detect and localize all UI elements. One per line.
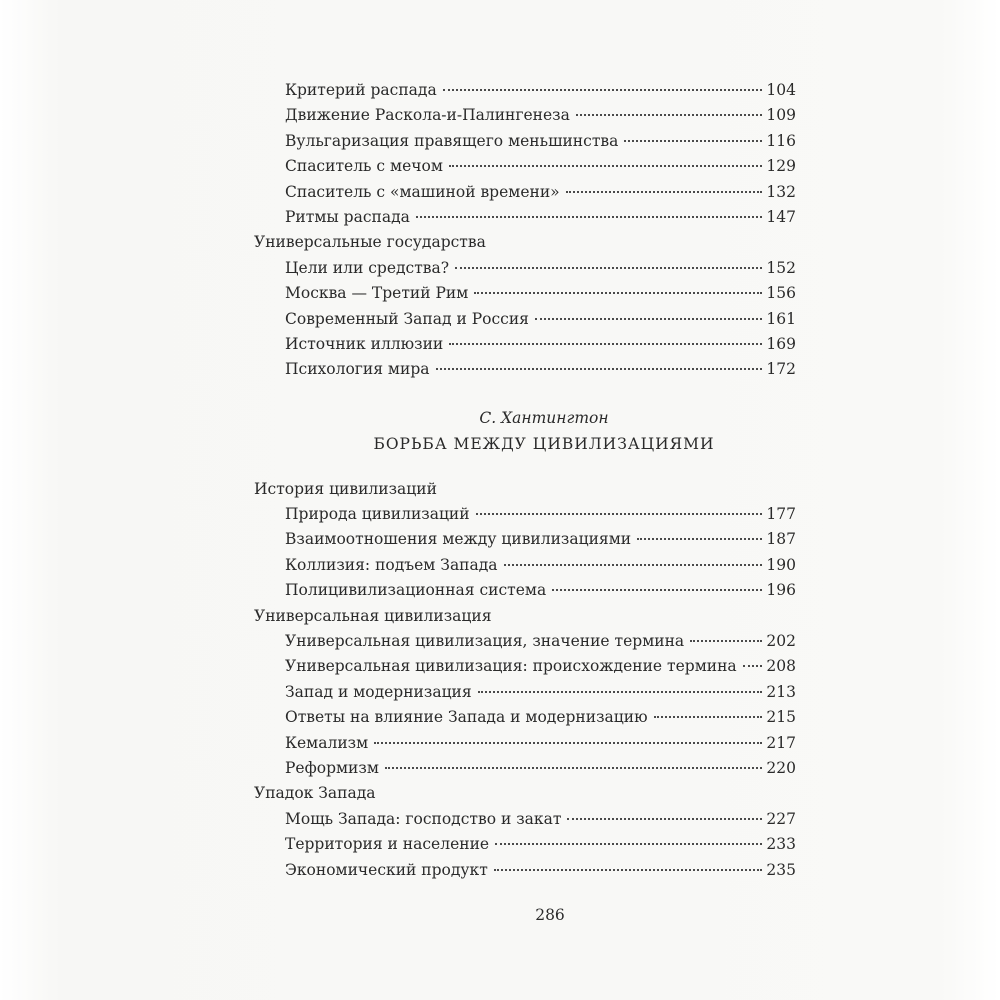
toc-entry-title: Экономический продукт [285,860,488,879]
toc-entry-title: Спаситель с «машиной времени» [285,182,560,201]
toc-entry-page: 235 [766,860,796,879]
toc-entry-page: 147 [766,207,796,226]
toc-entry [254,756,796,781]
dot-leader [567,818,762,820]
dot-leader [494,869,763,871]
toc-entry [254,129,796,154]
toc-top-list [254,78,796,383]
toc-entry-title: Полицивилизационная система [285,581,547,600]
toc-entry [254,78,796,103]
toc-entry-title: Спаситель с мечом [285,157,443,176]
dot-leader [504,564,763,566]
toc-entry-title: Ответы на влияние Запада и модернизацию [285,708,648,727]
toc-entry-page: 132 [766,182,796,201]
toc-entry [254,332,796,357]
toc-entry [254,154,796,179]
dot-leader [436,368,763,370]
toc-entry [254,180,796,205]
toc-entry-page: 196 [766,581,796,600]
toc-entry [254,858,796,883]
page-number: 286 [535,906,565,924]
toc-entry-page: 169 [766,334,796,353]
toc-entry [254,807,796,832]
toc-entry-title: Цели или средства? [285,258,450,277]
dot-leader [495,843,762,845]
toc-entry-title: Москва — Третий Рим [285,284,469,303]
toc-entry-page: 208 [766,657,796,676]
toc-section-heading [254,781,796,806]
dot-leader [552,589,762,591]
toc-entry [254,731,796,756]
toc-entry-title: Универсальная цивилизация [254,606,492,625]
dot-leader [535,318,762,320]
toc-entry-title: Реформизм [285,758,379,777]
dot-leader [449,165,763,167]
toc-entry-title: Универсальные государства [254,233,486,252]
toc-entry-page: 187 [766,530,796,549]
toc-entry-title: Универсальная цивилизация, значение термина [285,632,685,651]
toc-entry-title: Ритмы распада [285,207,410,226]
dot-leader [743,665,763,667]
toc-entry-title: Природа цивилизаций [285,505,470,524]
dot-leader [449,343,762,345]
toc-entry-title: Упадок Запада [254,784,376,803]
toc-entry [254,705,796,730]
toc-entry-title: Психология мира [285,360,430,379]
toc-entry-title: Взаимоотношения между цивилизациями [285,530,632,549]
toc-entry [254,832,796,857]
toc-entry [254,680,796,705]
toc-entry-page: 172 [766,360,796,379]
toc-entry-page: 190 [766,555,796,574]
toc-entry [254,502,796,527]
dot-leader [476,513,763,515]
toc-entry-title: Критерий распада [285,81,437,99]
toc-entry [254,527,796,552]
toc-entry-page: 215 [766,708,796,727]
toc-section-heading [254,230,796,255]
dot-leader [654,716,763,718]
toc-section-heading [254,477,796,502]
toc-entry [254,553,796,578]
toc-entry-title: Коллизия: подъем Запада [285,555,498,574]
dot-leader [637,538,762,540]
dot-leader [478,691,763,693]
toc-entry-page: 156 [766,284,796,303]
dot-leader [416,216,763,218]
toc-entry-page: 177 [766,505,796,524]
toc-entry [254,629,796,654]
toc-entry-page: 129 [766,157,796,176]
toc-entry-title: Мощь Запада: господство и закат [285,809,562,828]
dot-leader [474,292,762,294]
toc-entry-title: Территория и население [285,835,490,854]
dot-leader [443,89,763,91]
dot-leader [690,640,762,642]
toc-entry-title: Вульгаризация правящего меньшинства [285,131,619,150]
dot-leader [385,767,763,769]
toc-entry [254,357,796,382]
dot-leader [455,267,762,269]
table-of-contents [254,78,796,883]
toc-entry-page: 109 [766,106,796,125]
toc-entry [254,103,796,128]
toc-entry-page: 227 [766,809,796,828]
toc-entry [254,578,796,603]
toc-entry-page: 220 [766,758,796,777]
toc-entry [254,307,796,332]
toc-entry [254,256,796,281]
toc-entry-title: История цивилизаций [254,479,437,498]
section-title: БОРЬБА МЕЖДУ ЦИВИЛИЗАЦИЯМИ [373,434,715,453]
toc-entry-page: 213 [766,682,796,701]
toc-entry-page: 161 [766,309,796,328]
toc-entry-title: Универсальная цивилизация: происхождение термина [285,657,737,676]
toc-bottom-list [254,477,796,883]
dot-leader [374,742,762,744]
toc-entry-page: 233 [766,835,796,854]
toc-entry-title: Запад и модернизация [285,682,472,701]
toc-entry [254,205,796,230]
toc-entry-page: 202 [766,632,796,651]
toc-entry-title: Кемализм [285,733,369,752]
toc-entry-page: 152 [766,258,796,277]
toc-entry-page: 217 [766,733,796,752]
dot-leader [576,114,763,116]
dot-leader [566,191,763,193]
section-author: С. Хантингтон [479,408,609,427]
toc-entry-page: 116 [766,131,796,150]
toc-entry-title: Источник иллюзии [285,334,444,353]
toc-entry-page: 104 [766,81,796,99]
dot-leader [624,140,762,142]
toc-entry-title: Современный Запад и Россия [285,309,529,328]
toc-section-heading [254,604,796,629]
toc-entry-title: Движение Раскола-и-Палингенеза [285,106,570,125]
toc-entry [254,281,796,306]
toc-entry [254,654,796,679]
